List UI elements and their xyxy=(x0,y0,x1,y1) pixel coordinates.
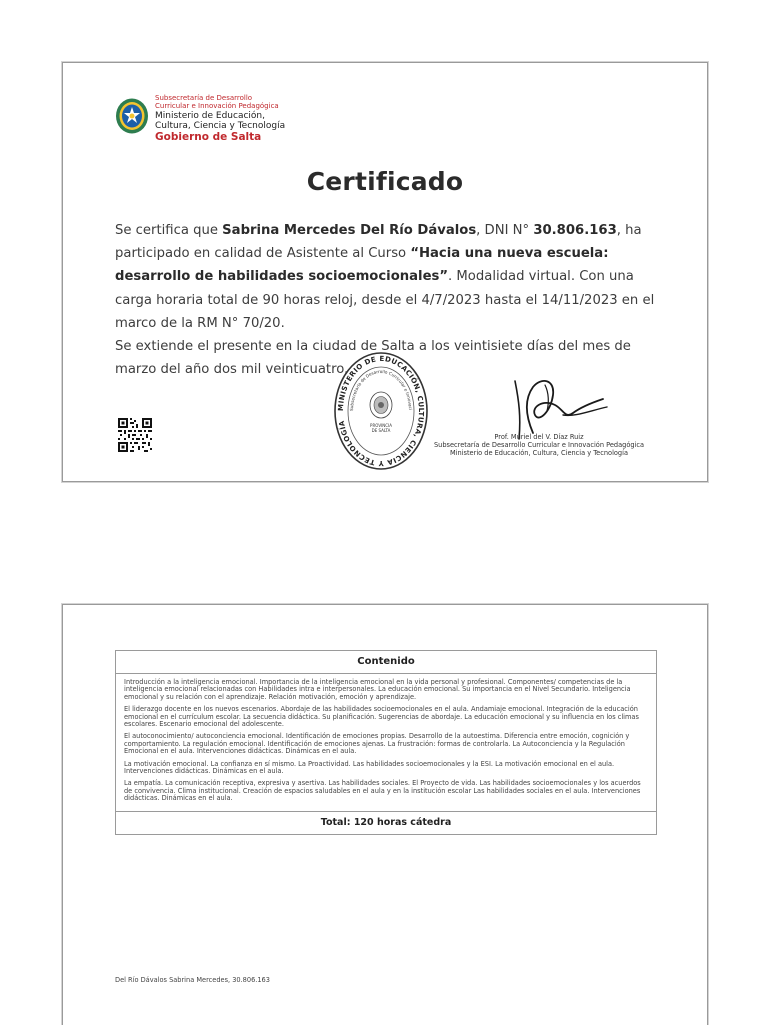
intro-text: Se certifica que xyxy=(115,223,223,238)
contents-item: El autoconocimiento/ autoconciencia emocional. Identificación de emociones propias. Desarrollo de la autoestima. Diferencia entre emoción, cognición y comportamiento. La regulación emocional. Identificación de emociones ajenas. La frustración: formas de controlarla. La Autoconciencia y la Regulación Emocional en el aula. Intervenciones didácticas. Dinámicas en el aula. xyxy=(124,732,630,756)
salta-seal-icon xyxy=(115,97,149,135)
signatory-office: Subsecretaría de Desarrollo Curricular e Innovación Pedagógica xyxy=(433,441,645,450)
contents-page xyxy=(62,604,708,1025)
official-stamp xyxy=(333,351,429,471)
stamp-ring-text: MINISTERIO DE EDUCACIÓN, CULTURA, CIENCIA Y TECNOLOGÍA xyxy=(336,354,426,468)
signatory-block xyxy=(419,433,659,458)
contents-item: El liderazgo docente en los nuevos escenarios. Abordaje de las habilidades socioemocionales en el aula. Andamiaje emocional. Integración de la educación emocional en el currículum escolar. La secuencia didáctica. Su planificación. Sugerencias de abordaje. La educación emocional y su influencia en los climas escolares. Escenario emocional del adolescente. xyxy=(124,705,639,729)
contents-item: La empatía. La comunicación receptiva, expresiva y asertiva. Las habilidades sociales. El Proyecto de vida. Las habilidades socioemocionales y los acuerdos de convivencia. Clima institucional. Creación de espacios saludables en el aula y en la institución escolar Las habilidades sociales en el aula. Intervenciones didácticas. Dinámicas en el aula. xyxy=(124,779,641,803)
stamp-inner-text: Subsecretaría de Desarrollo Curricular e Innovaci xyxy=(348,368,413,412)
certificate-page xyxy=(62,62,708,482)
recipient-name: Sabrina Mercedes Del Río Dávalos xyxy=(222,223,477,238)
stamp-center-line-1: PROVINCIA xyxy=(370,423,392,428)
government-name: Gobierno de Salta xyxy=(155,130,262,143)
course-name: “Hacia una nueva escuela: desarrollo de habilidades socioemocionales” xyxy=(115,246,609,285)
org-line-1: Subsecretaría de Desarrollo xyxy=(155,94,253,102)
stamp-emblem-icon xyxy=(370,392,392,418)
contents-item: La motivación emocional. La confianza en sí mismo. La Proactividad. Las habilidades socioemocionales y la ESI. La motivación emocional en el aula. Intervenciones didácticas. Dinámicas en el aula. xyxy=(124,759,615,776)
contents-header: Contenido xyxy=(116,651,656,674)
certificate-title: Certificado xyxy=(306,167,464,196)
course-details: . Modalidad virtual. Con una carga horaria total de 90 horas reloj, desde el 4/7/2023 hasta el 14/11/2023 en el marco de la RM N° 70/20. xyxy=(115,269,655,331)
ministry-logo xyxy=(115,95,335,155)
signatory-name: Prof. Muriel del V. Díaz Ruiz xyxy=(494,433,584,441)
ministry-line-2: Cultura, Ciencia y Tecnología xyxy=(155,120,286,131)
contents-total: Total: 120 horas cátedra xyxy=(116,811,656,834)
contents-table xyxy=(115,650,657,835)
issuance-text: Se extiende el presente en la ciudad de Salta a los veintisiete días del mes de marzo del año dos mil veinticuatro. xyxy=(115,339,631,378)
dni-label: , DNI N° xyxy=(476,223,534,238)
footer-name: Del Río Dávalos Sabrina Mercedes, 30.806.163 xyxy=(115,976,270,984)
dni-number: 30.806.163 xyxy=(533,223,617,238)
qr-code-icon xyxy=(118,418,152,452)
ministry-line-1: Ministerio de Educación, xyxy=(155,110,265,121)
stamp-center-line-2: DE SALTA xyxy=(371,428,391,433)
signatory-ministry: Ministerio de Educación, Cultura, Ciencia y Tecnología xyxy=(450,449,628,458)
org-line-2: Curricular e Innovación Pedagógica xyxy=(155,101,279,110)
contents-item: Introducción a la inteligencia emocional. Importancia de la inteligencia emocional en la vida personal y profesional. Componentes/ competencias de la inteligencia emocional relacionadas con Habilidades intra e interpersonales. La educación emocional. Su importancia en el Nivel Secundario. Inteligencia emocional y su relación con el aprendizaje. Relación motivación, emoción y aprendizaje. xyxy=(124,678,631,701)
contents-list xyxy=(116,674,656,811)
participation-text: , ha participado en calidad de Asistente al Curso xyxy=(115,223,642,262)
